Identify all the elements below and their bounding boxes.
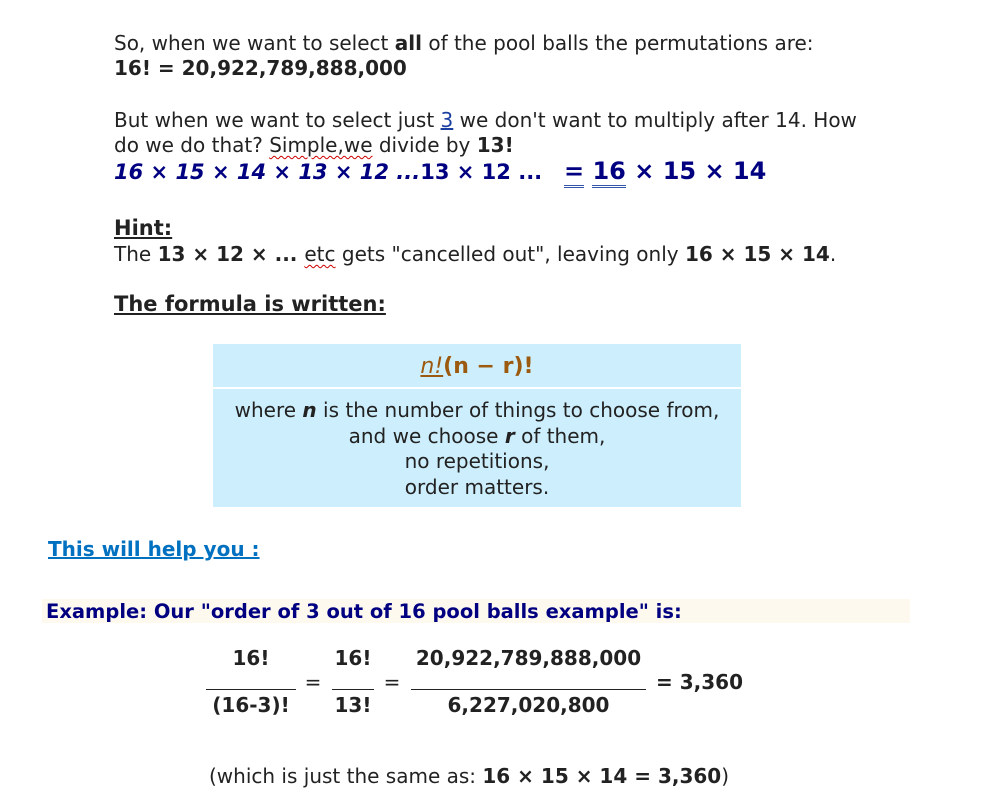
var-n: n <box>302 398 317 422</box>
help-link[interactable]: This will help you : <box>48 537 260 561</box>
factorial-16-result: 16! = 20,922,789,888,000 <box>114 56 407 80</box>
spellcheck-word: Simple,we <box>269 133 373 157</box>
para2-text-post: we don't want to multiply after 14. How <box>453 108 857 132</box>
cancel-expression-rest: 13 × 12 ... <box>420 160 543 184</box>
select-3-link[interactable]: 3 <box>440 108 454 132</box>
para1-line1 <box>114 31 814 55</box>
equals-1: = <box>304 670 322 694</box>
example-heading: Example: Our "order of 3 out of 16 pool balls example" is: <box>46 600 682 623</box>
formula-line2-pre: and we choose <box>348 423 505 448</box>
formula-line1-pre: where <box>234 398 303 422</box>
formula-heading: The formula is written: <box>114 292 386 316</box>
equals-2: = <box>383 670 401 694</box>
closing-bold: 16 × 15 × 14 = 3,360 <box>482 764 722 788</box>
closing-pre: (which is just the same as: <box>209 764 483 788</box>
frac1-denominator: (16-3)! <box>212 693 290 717</box>
cancel-expression <box>114 160 542 184</box>
hint-bold-13: 13 × 12 × ... <box>157 242 305 266</box>
formula-line4: order matters. <box>404 474 550 499</box>
para2-line2 <box>114 133 514 157</box>
formula-line1 <box>213 398 741 424</box>
formula-denominator: (n − r)! <box>443 354 534 379</box>
hint-spellcheck-etc: etc <box>304 242 336 266</box>
frac2-bar <box>332 689 374 690</box>
frac2-numerator: 16! <box>334 646 372 670</box>
formula-expression <box>213 344 741 387</box>
hint-title: Hint: <box>114 216 173 240</box>
formula-line2 <box>213 424 741 450</box>
para2-line2-mid: divide by <box>372 133 477 157</box>
cancel-result-rest: × 15 × 14 <box>625 157 767 185</box>
formula-n-factorial: n! <box>420 354 444 379</box>
closing-post: ) <box>721 764 730 788</box>
cancel-result-16: 16 <box>592 157 625 188</box>
hint-bold-16: 16 × 15 × 14 <box>684 242 830 266</box>
hint-text <box>114 242 836 266</box>
formula-explanation <box>213 389 741 507</box>
frac3-numerator: 20,922,789,888,000 <box>415 646 642 670</box>
frac2-denominator: 13! <box>334 693 372 717</box>
para2-line1 <box>114 108 857 132</box>
formula-line2-post: of them, <box>514 423 606 448</box>
para1-text-post: of the pool balls the permutations are: <box>421 31 814 55</box>
calc-result: = 3,360 <box>656 670 743 694</box>
cancel-expression-italic: 16 × 15 × 14 × 13 × 12 ... <box>114 160 421 184</box>
frac1-bar <box>206 689 296 690</box>
help-link-wrap <box>48 537 260 561</box>
divide-by-13: 13! <box>476 133 514 157</box>
hint-pre: The <box>114 242 158 266</box>
formula-line1-post: is the number of things to choose from, <box>316 398 720 422</box>
frac1-numerator: 16! <box>232 646 270 670</box>
para1-text: So, when we want to select <box>114 31 395 55</box>
para2-line2-text: do we do that? <box>114 133 270 157</box>
frac3-denominator: 6,227,020,800 <box>447 693 610 717</box>
para2-text: But when we want to select just <box>114 108 441 132</box>
closing-line <box>209 764 729 788</box>
hint-mid: gets "cancelled out", leaving only <box>335 242 685 266</box>
hint-post: . <box>829 242 837 266</box>
para1-bold: all <box>394 31 422 55</box>
frac3-bar <box>411 689 646 690</box>
cancel-equals: = <box>564 157 584 188</box>
cancel-result <box>564 157 766 185</box>
formula-box <box>213 344 741 507</box>
formula-line3: no repetitions, <box>404 449 550 473</box>
var-r: r <box>504 423 515 448</box>
